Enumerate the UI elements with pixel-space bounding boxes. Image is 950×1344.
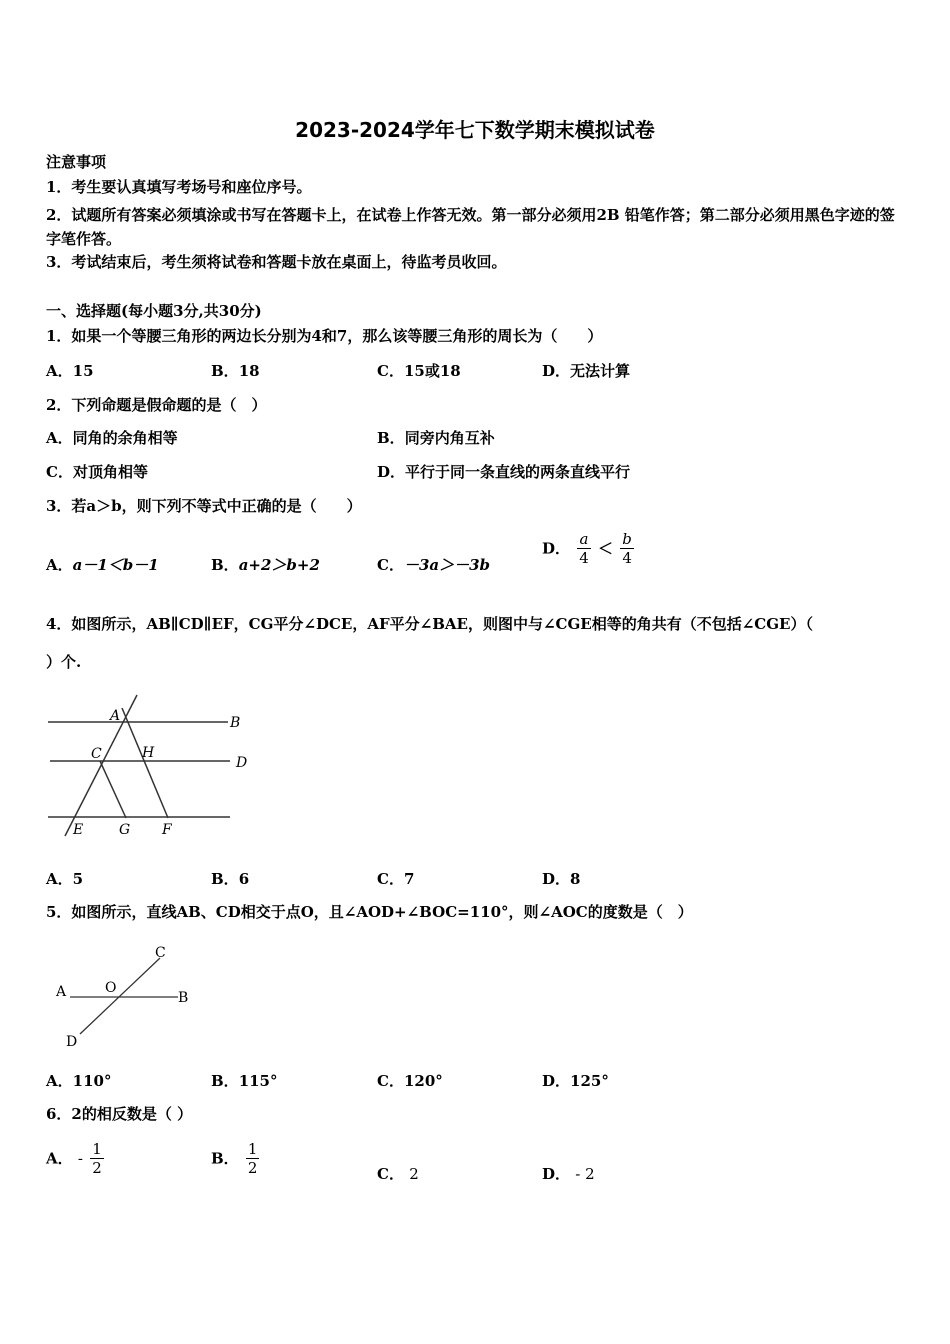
- option-a[interactable]: A．5: [46, 870, 84, 888]
- option-d[interactable]: D．无法计算: [542, 362, 631, 380]
- label-c: C: [155, 945, 166, 961]
- fraction: $\frac{1}{2}$: [247, 1140, 258, 1177]
- label-h: H: [142, 745, 155, 761]
- label-a: A: [56, 984, 67, 1000]
- option-d[interactable]: D．平行于同一条直线的两条直线平行: [377, 463, 631, 481]
- option-c[interactable]: C．120°: [377, 1072, 443, 1090]
- label-o: O: [105, 980, 117, 996]
- option-a[interactable]: A．15: [46, 362, 94, 380]
- label-e: E: [73, 822, 84, 838]
- option-c[interactable]: C．对顶角相等: [46, 463, 148, 481]
- question-stem: 6．2的相反数是（ ）: [46, 1105, 193, 1123]
- option-a[interactable]: A．同角的余角相等: [46, 429, 178, 447]
- label-d: D: [236, 755, 248, 771]
- option-b[interactable]: B．6: [211, 870, 250, 888]
- label-g: G: [119, 822, 131, 838]
- label-b: B: [230, 715, 241, 731]
- option-b[interactable]: B． $\frac{1}{2}$: [211, 1140, 258, 1177]
- option-b[interactable]: B．a+2＞b+2: [211, 556, 320, 574]
- question-stem: 4．如图所示，AB∥CD∥EF，CG平分∠DCE，AF平分∠BAE，则图中与∠CGE相等的角共有（不包括∠CGE）（: [46, 615, 813, 633]
- option-b[interactable]: B．同旁内角互补: [377, 429, 495, 447]
- option-d[interactable]: D．8: [542, 870, 581, 888]
- page-title: 2023-2024学年七下数学期末模拟试卷: [295, 118, 655, 142]
- fraction: $\frac{1}{2}$: [92, 1140, 102, 1177]
- notice-item: 2．试题所有答案必须填涂或书写在答题卡上，在试卷上作答无效。第一部分必须用2B 铅笔作答；第二部分必须用黑色字迹的签字笔作答。: [46, 206, 895, 248]
- question-stem: 2．下列命题是假命题的是（ ）: [46, 396, 267, 414]
- label-f: F: [162, 822, 172, 838]
- fraction: $\frac{b}{4}$: [622, 530, 632, 567]
- option-c[interactable]: C．7: [377, 870, 415, 888]
- option-d[interactable]: D． $\frac{a}{4}$ ＜ $\frac{b}{4}$: [542, 530, 632, 567]
- notice-item: 3．考试结束后，考生须将试卷和答题卡放在桌面上，待监考员收回。: [46, 253, 507, 271]
- option-c[interactable]: C． 2: [377, 1165, 419, 1183]
- label-c: C: [91, 746, 102, 762]
- label-d: D: [66, 1034, 78, 1050]
- notice-heading: 注意事项: [46, 153, 107, 171]
- option-a[interactable]: A．110°: [46, 1072, 112, 1090]
- question-stem: 3．若a＞b，则下列不等式中正确的是（ ）: [46, 497, 362, 515]
- option-b[interactable]: B．18: [211, 362, 260, 380]
- option-b[interactable]: B．115°: [211, 1072, 278, 1090]
- fraction: $\frac{a}{4}$: [579, 530, 589, 567]
- option-d[interactable]: D． - 2: [542, 1165, 595, 1183]
- parallel-lines-figure: [40, 690, 260, 840]
- option-c[interactable]: C．－3a＞－3b: [377, 556, 491, 574]
- label-a: A: [110, 708, 121, 724]
- option-a[interactable]: A．a－1＜b－1: [46, 556, 159, 574]
- option-a[interactable]: A． - $\frac{1}{2}$: [46, 1140, 102, 1177]
- label-b: B: [178, 990, 189, 1006]
- notice-item: 1．考生要认真填写考场号和座位序号。: [46, 178, 312, 196]
- option-d[interactable]: D．125°: [542, 1072, 609, 1090]
- section-heading: 一、选择题(每小题3分,共30分): [46, 302, 262, 320]
- question-stem-continued: ）个.: [46, 653, 82, 671]
- option-c[interactable]: C．15或18: [377, 362, 461, 380]
- question-stem: 5．如图所示，直线AB、CD相交于点O，且∠AOD+∠BOC=110°，则∠AOC的度数是（ ）: [46, 903, 693, 921]
- question-stem: 1．如果一个等腰三角形的两边长分别为4和7，那么该等腰三角形的周长为（ ）: [46, 327, 603, 345]
- intersecting-lines-figure: [48, 940, 208, 1055]
